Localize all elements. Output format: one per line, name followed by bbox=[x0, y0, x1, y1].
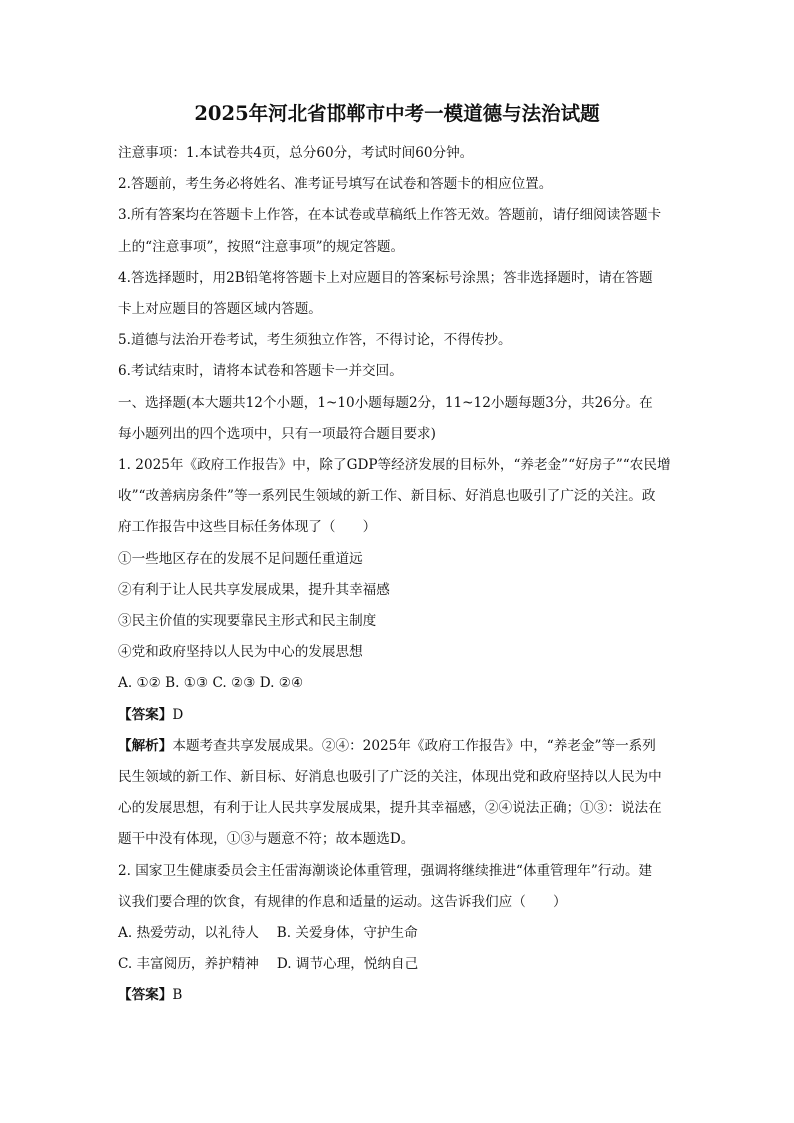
notice-line: 上的“注意事项”，按照“注意事项”的规定答题。 bbox=[118, 238, 405, 255]
analysis-line: 民生领域的新工作、新目标、好消息也吸引了广泛的关注，体现出党和政府坚持以人民为中 bbox=[118, 769, 662, 786]
page-title: 2025年河北省邯郸市中考一模道德与法治试题 bbox=[194, 102, 600, 125]
notice-line: 6.考试结束时，请将本试卷和答题卡一并交回。 bbox=[118, 363, 403, 380]
question-stem-line: 1. 2025年《政府工作报告》中，除了GDP等经济发展的目标外，“养老金”“好房子”“农民增 bbox=[118, 457, 671, 474]
statement-item: ②有利于让人民共享发展成果，提升其幸福感 bbox=[118, 581, 390, 598]
answer-options: A. 热爱劳动，以礼待人 B. 关爱身体，守护生命 bbox=[118, 925, 418, 942]
question-stem-line: 收”“改善病房条件”等一系列民生领域的新工作、新目标、好消息也吸引了广泛的关注。政 bbox=[118, 488, 656, 505]
notice-line: 卡上对应题目的答题区域内答题。 bbox=[118, 301, 322, 318]
question-2 bbox=[118, 856, 676, 1012]
statement-item: ③民主价值的实现要靠民主形式和民主制度 bbox=[118, 613, 377, 630]
question-stem-line: 府工作报告中这些目标任务体现了（ ） bbox=[118, 519, 377, 536]
notice-line: 2.答题前，考生务必将姓名、准考证号填写在试卷和答题卡的相应位置。 bbox=[118, 176, 553, 193]
notice-line: 注意事项：1.本试卷共4页，总分60分，考试时间60分钟。 bbox=[118, 145, 474, 161]
answer-line bbox=[118, 700, 676, 731]
analysis-line: 心的发展思想，有利于让人民共享发展成果，提升其幸福感，②④说法正确；①③：说法在 bbox=[118, 800, 662, 817]
analysis-text: 本题考查共享发展成果。②④：2025年《政府工作报告》中，“养老金”等一系列 bbox=[172, 737, 656, 754]
answer-value: D bbox=[172, 706, 184, 723]
answer-value: B bbox=[172, 987, 183, 1004]
analysis-line: 题干中没有体现，①③与题意不符；故本题选D。 bbox=[118, 831, 415, 848]
analysis-tag: 【解析】 bbox=[118, 737, 173, 754]
question-1 bbox=[118, 450, 676, 856]
answer-options: A. ①② B. ①③ C. ②③ D. ②④ bbox=[118, 675, 304, 692]
section-heading bbox=[118, 388, 676, 450]
answer-tag: 【答案】 bbox=[118, 987, 173, 1004]
answer-tag: 【答案】 bbox=[118, 706, 173, 723]
statement-item: ①一些地区存在的发展不足问题任重道远 bbox=[118, 550, 363, 567]
answer-line bbox=[118, 980, 676, 1011]
analysis-line bbox=[118, 731, 676, 762]
section-line: 一、选择题(本大题共12个小题，1~10小题每题2分，11~12小题每题3分，共26分。在 bbox=[118, 394, 653, 411]
question-stem-line: 议我们要合理的饮食，有规律的作息和适量的运动。这告诉我们应（ ） bbox=[118, 893, 567, 910]
notice-section bbox=[118, 138, 676, 388]
answer-options: C. 丰富阅历，养护精神 D. 调节心理，悦纳自己 bbox=[118, 956, 419, 973]
notice-line: 5.道德与法治开卷考试，考生须独立作答，不得讨论，不得传抄。 bbox=[118, 332, 512, 349]
statement-item: ④党和政府坚持以人民为中心的发展思想 bbox=[118, 644, 363, 661]
section-line: 每小题列出的四个选项中，只有一项最符合题目要求) bbox=[118, 425, 436, 442]
notice-line: 3.所有答案均在答题卡上作答，在本试卷或草稿纸上作答无效。答题前，请仔细阅读答题卡 bbox=[118, 207, 662, 224]
question-stem-line: 2. 国家卫生健康委员会主任雷海潮谈论体重管理，强调将继续推进“体重管理年”行动。建 bbox=[118, 862, 653, 879]
notice-line: 4.答选择题时，用2B铅笔将答题卡上对应题目的答案标号涂黑；答非选择题时，请在答题 bbox=[118, 269, 653, 286]
